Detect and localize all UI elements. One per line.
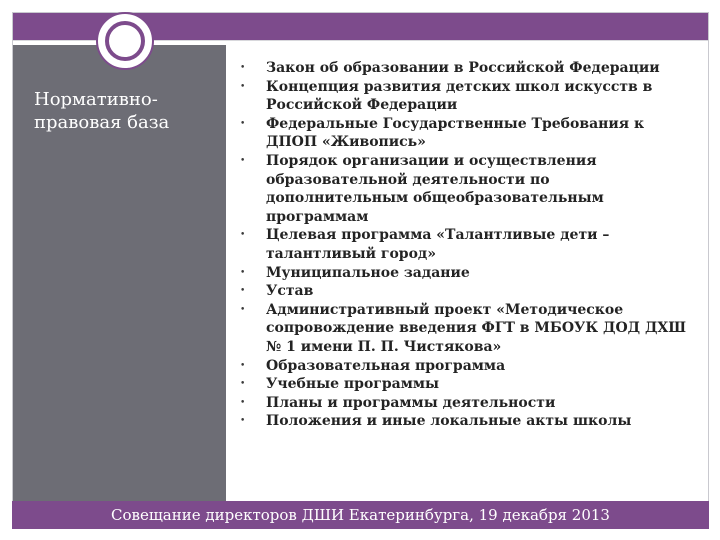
list-item-text: Планы и программы деятельности bbox=[266, 394, 556, 411]
list-item-text: Образовательная программа bbox=[266, 357, 506, 374]
list-item bbox=[238, 152, 688, 226]
bullet-icon: • bbox=[240, 397, 246, 408]
bullet-icon: • bbox=[240, 360, 246, 371]
list-item bbox=[238, 282, 688, 301]
list-item-text: Концепция развития детских школ искусств в Российской Федерации bbox=[266, 78, 653, 114]
list-item bbox=[238, 115, 688, 152]
list-item bbox=[238, 301, 688, 357]
bullet-icon: • bbox=[240, 267, 246, 278]
list-item bbox=[238, 264, 688, 283]
list-item bbox=[238, 78, 688, 115]
list-item-text: Закон об образовании в Российской Федерации bbox=[266, 60, 660, 76]
list-item-text: Учебные программы bbox=[266, 376, 440, 393]
list-item-text: Положения и иные локальные акты школы bbox=[266, 413, 632, 430]
bullet-icon: • bbox=[240, 81, 246, 92]
list-item bbox=[238, 394, 688, 413]
list-item bbox=[238, 412, 688, 431]
list-item-text: Административный проект «Методическое сопровождение введения ФГТ в МБОУК ДОД ДХШ № 1 имени П. П. Чистякова» bbox=[266, 301, 687, 355]
bullet-icon: • bbox=[240, 63, 246, 73]
bullet-icon: • bbox=[240, 416, 246, 427]
list-item-text: Федеральные Государственные Требования к ДПОП «Живопись» bbox=[266, 115, 645, 151]
bullet-icon: • bbox=[240, 230, 246, 241]
bullet-icon: • bbox=[240, 379, 246, 390]
list-item-text: Муниципальное задание bbox=[266, 264, 470, 281]
list-item-text: Порядок организации и осуществления образовательной деятельности по дополнительным общеобразовательным программам bbox=[266, 152, 604, 225]
bullet-icon: • bbox=[240, 304, 246, 315]
list-item-text: Устав bbox=[266, 283, 314, 300]
list-item bbox=[238, 357, 688, 376]
side-title: Нормативно-правовая база bbox=[34, 89, 170, 133]
list-item bbox=[238, 59, 688, 78]
list-item bbox=[238, 226, 688, 263]
bullet-icon: • bbox=[240, 155, 246, 166]
bullet-icon: • bbox=[240, 286, 246, 297]
bullet-list bbox=[238, 59, 688, 431]
footer-bar bbox=[12, 501, 709, 529]
bullet-icon: • bbox=[240, 118, 246, 129]
list-item bbox=[238, 375, 688, 394]
decorative-ring-icon bbox=[105, 21, 145, 61]
footer-text: Совещание директоров ДШИ Екатеринбурга, 19 декабря 2013 bbox=[111, 506, 610, 524]
list-item-text: Целевая программа «Талантливые дети – талантливый город» bbox=[266, 227, 610, 262]
decorative-circle-icon bbox=[96, 12, 154, 70]
